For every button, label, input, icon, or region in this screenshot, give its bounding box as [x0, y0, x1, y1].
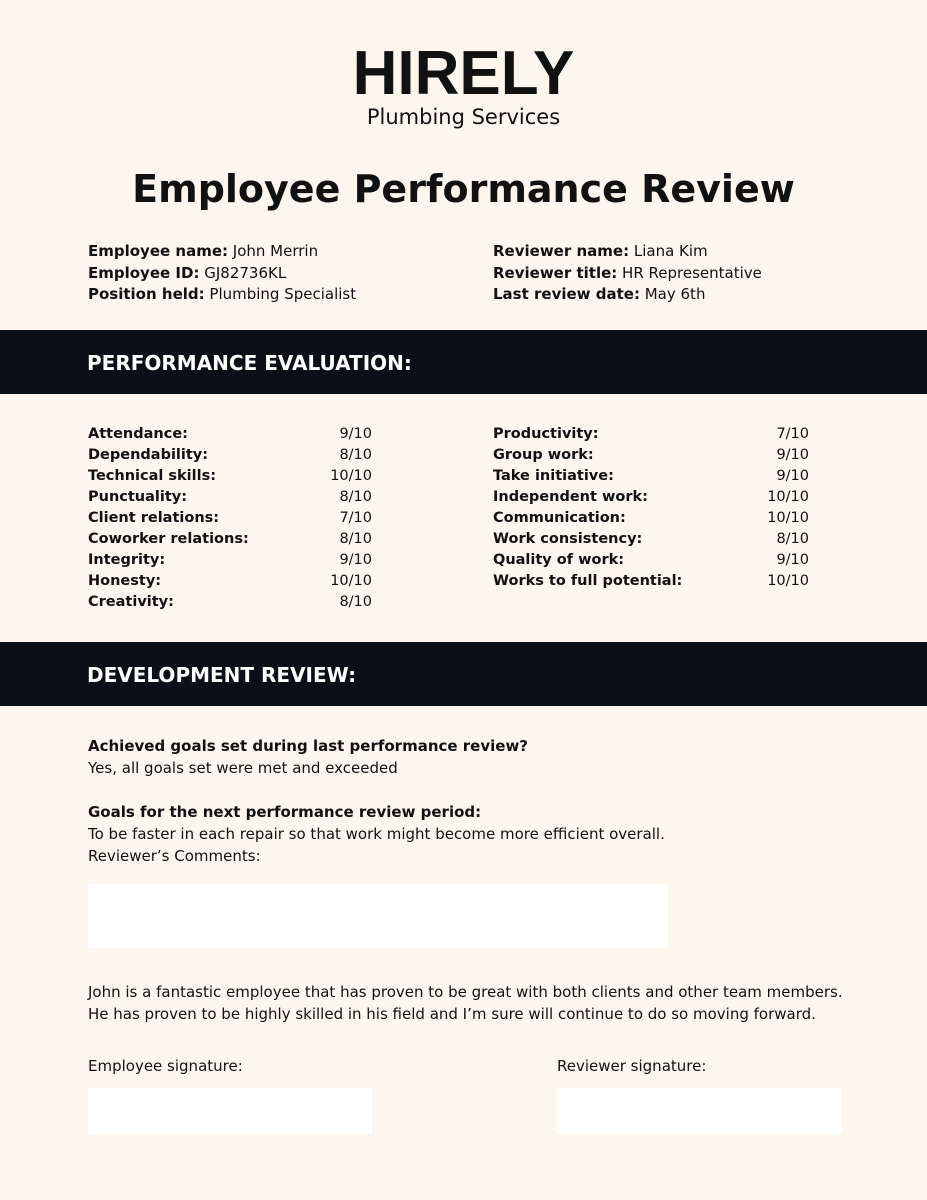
score-value: 9/10: [339, 552, 372, 568]
reviewer-title-row: [493, 263, 762, 285]
next-goals-answer: To be faster in each repair so that work might become more efficient overall.: [88, 825, 665, 843]
next-goals-question: Goals for the next performance review period:: [88, 803, 482, 821]
score-label: Independent work:: [493, 489, 648, 505]
score-row: [493, 550, 809, 571]
score-row: [88, 424, 372, 445]
score-value: 10/10: [330, 573, 372, 589]
info-label: Last review date:: [493, 285, 640, 303]
score-label: Communication:: [493, 510, 626, 526]
goals-met-question: Achieved goals set during last performance review?: [88, 737, 529, 755]
score-value: 8/10: [339, 489, 372, 505]
employee-name-row: [88, 241, 356, 263]
score-label: Honesty:: [88, 573, 162, 589]
section-heading: DEVELOPMENT REVIEW:: [87, 663, 357, 687]
employee-signature-field[interactable]: [88, 1088, 372, 1134]
score-label: Quality of work:: [493, 552, 625, 568]
position-row: [88, 284, 356, 306]
score-value: 8/10: [776, 531, 809, 547]
info-label: Reviewer title:: [493, 263, 618, 282]
score-row: [88, 529, 372, 550]
info-value: Liana Kim: [633, 242, 708, 260]
score-value: 9/10: [339, 426, 372, 442]
score-label: Punctuality:: [88, 489, 188, 505]
score-label: Technical skills:: [88, 468, 217, 484]
reviewer-signature-label: Reviewer signature:: [557, 1057, 707, 1075]
score-row: [88, 445, 372, 466]
info-label: Employee name:: [88, 242, 229, 260]
score-row: [88, 571, 372, 592]
goals-met-answer: Yes, all goals set were met and exceeded: [88, 759, 398, 777]
score-row: [493, 424, 809, 445]
info-value: GJ82736KL: [204, 263, 287, 282]
score-row: [88, 508, 372, 529]
score-value: 7/10: [339, 510, 372, 526]
info-value: HR Representative: [622, 263, 762, 282]
info-label: Position held:: [88, 285, 205, 303]
employee-id-row: [88, 263, 356, 285]
scores-right-column: [493, 424, 809, 592]
score-value: 8/10: [339, 447, 372, 463]
score-label: Work consistency:: [493, 531, 643, 547]
score-value: 9/10: [776, 468, 809, 484]
score-label: Productivity:: [493, 426, 599, 442]
score-label: Creativity:: [88, 594, 174, 610]
score-value: 10/10: [767, 573, 809, 589]
reviewer-signature-field[interactable]: [557, 1088, 842, 1134]
score-label: Attendance:: [88, 426, 188, 442]
score-row: [88, 487, 372, 508]
page-title: Employee Performance Review: [132, 167, 795, 211]
employee-signature-label: Employee signature:: [88, 1057, 243, 1075]
score-label: Works to full potential:: [493, 573, 683, 589]
score-label: Coworker relations:: [88, 531, 249, 547]
score-value: 10/10: [767, 489, 809, 505]
next-goals-block: [88, 801, 665, 867]
brand-subtitle: Plumbing Services: [366, 105, 561, 129]
info-label: Employee ID:: [88, 263, 200, 282]
scores-left-column: [88, 424, 372, 613]
score-label: Take initiative:: [493, 468, 614, 484]
score-row: [88, 592, 372, 613]
info-value: Plumbing Specialist: [209, 285, 357, 303]
score-row: [493, 445, 809, 466]
info-value: May 6th: [644, 285, 706, 303]
score-label: Integrity:: [88, 552, 166, 568]
score-value: 10/10: [767, 510, 809, 526]
score-row: [493, 466, 809, 487]
score-value: 7/10: [776, 426, 809, 442]
score-value: 9/10: [776, 552, 809, 568]
development-section-header: [0, 642, 927, 706]
score-value: 8/10: [339, 531, 372, 547]
score-row: [88, 466, 372, 487]
last-review-row: [493, 284, 762, 306]
score-row: [493, 487, 809, 508]
info-value: John Merrin: [232, 242, 319, 260]
employee-info: [88, 241, 356, 306]
score-row: [493, 529, 809, 550]
reviewer-name-row: [493, 241, 762, 263]
section-heading: PERFORMANCE EVALUATION:: [87, 351, 412, 375]
reviewer-comment-text: [88, 981, 843, 1025]
score-row: [493, 571, 809, 592]
score-label: Group work:: [493, 447, 594, 463]
goals-met-block: [88, 735, 528, 779]
score-label: Client relations:: [88, 510, 220, 526]
score-value: 10/10: [330, 468, 372, 484]
info-label: Reviewer name:: [493, 242, 630, 260]
score-value: 9/10: [776, 447, 809, 463]
reviewer-comments-field[interactable]: [88, 884, 668, 948]
score-row: [88, 550, 372, 571]
performance-section-header: [0, 330, 927, 394]
reviewer-info: [493, 241, 762, 306]
score-row: [493, 508, 809, 529]
reviewer-comments-label: Reviewer’s Comments:: [88, 847, 261, 865]
score-value: 8/10: [339, 594, 372, 610]
comment-line: He has proven to be highly skilled in his field and I’m sure will continue to do so moving forward.: [88, 1005, 816, 1023]
brand-name: HIRELY: [352, 39, 575, 108]
comment-line: John is a fantastic employee that has proven to be great with both clients and other team members.: [88, 983, 843, 1001]
score-label: Dependability:: [88, 447, 209, 463]
